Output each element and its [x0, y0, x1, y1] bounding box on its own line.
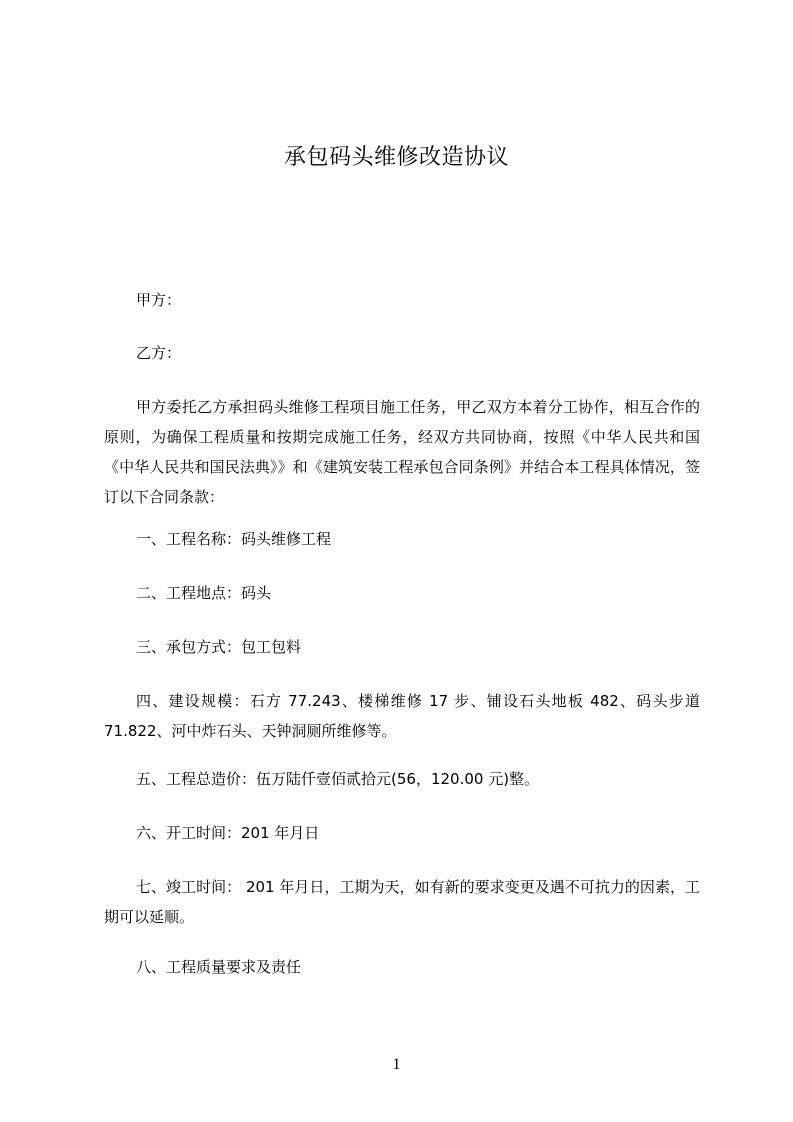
document-title: 承包码头维修改造协议 [283, 145, 509, 170]
clause-construction-scale: 四、建设规模：石方 77.243、楼梯维修 17 步、铺设石头地板 482、码头步道 71.822、河中炸石头、天钟洞厕所维修等。 [104, 692, 700, 740]
clause-contract-method: 三、承包方式：包工包料 [136, 638, 302, 656]
clause-start-date: 六、开工时间：201 年月日 [136, 824, 320, 842]
clause-project-name: 一、工程名称：码头维修工程 [136, 530, 332, 548]
clause-completion-date: 七、竣工时间： 201 年月日，工期为天，如有新的要求变更及遇不可抗力的因素，工期可以延顺。 [104, 878, 700, 926]
clause-total-cost: 五、工程总造价：伍万陆仟壹佰贰拾元(56，120.00 元)整。 [136, 770, 540, 788]
intro-paragraph: 甲方委托乙方承担码头维修工程项目施工任务，甲乙双方本着分工协作，相互合作的原则，为确保工程质量和按期完成施工任务，经双方共同协商，按照《中华人民共和国《中华人民共和国民法典》》和《建筑安装工程承包合同条例》并结合本工程具体情况，签订以下合同条款： [104, 398, 700, 506]
party-a-line: 甲方： [136, 291, 182, 309]
clause-project-location: 二、工程地点：码头 [136, 584, 272, 602]
party-b-line: 乙方： [136, 344, 182, 362]
page-number: 1 [392, 1056, 401, 1073]
clause-quality-requirements: 八、工程质量要求及责任 [136, 958, 302, 976]
